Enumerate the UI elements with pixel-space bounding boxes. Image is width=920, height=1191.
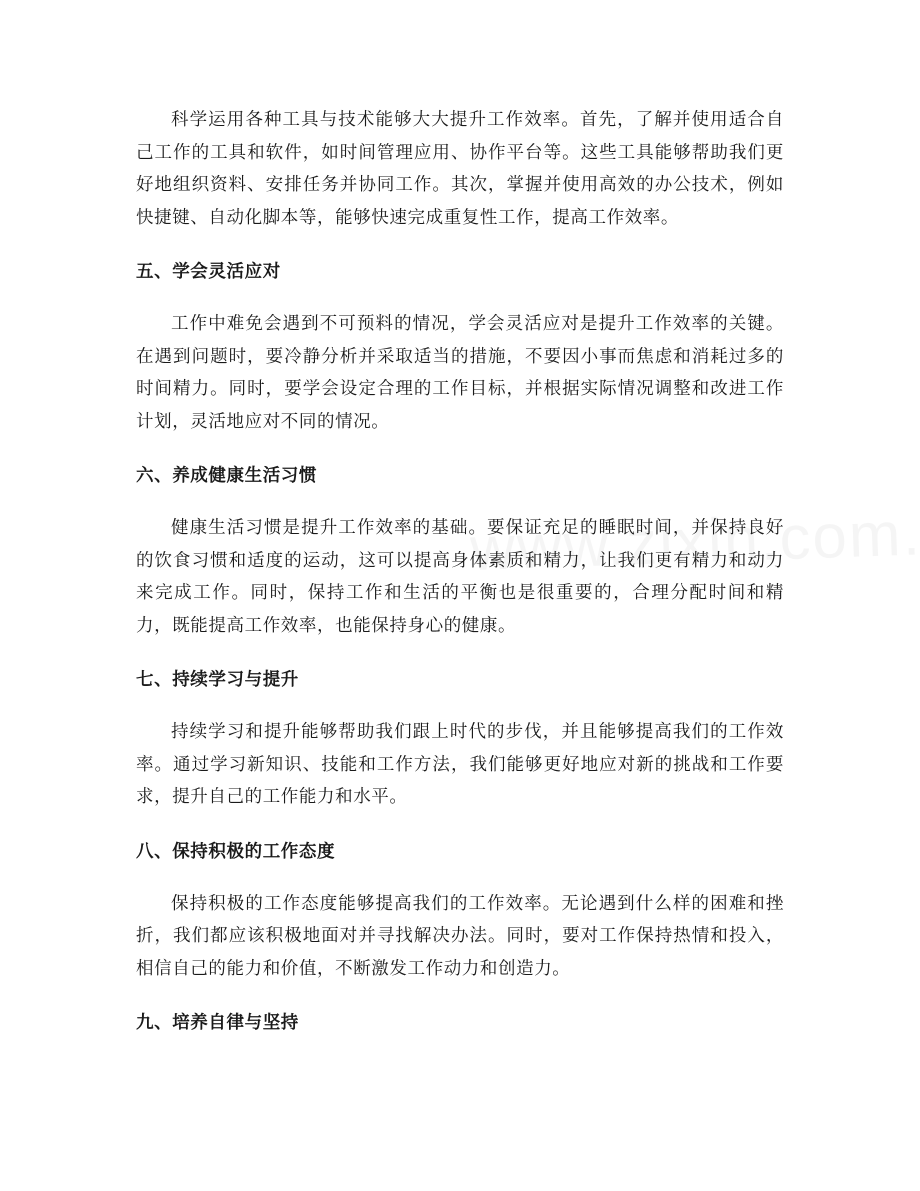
document-body xyxy=(136,104,784,1039)
paragraph-section-6: 健康生活习惯是提升工作效率的基础。要保证充足的睡眠时间，并保持良好的饮食习惯和适度的运动，这可以提高身体素质和精力，让我们更有精力和动力来完成工作。同时，保持工作和生活的平衡也是很重要的，合理分配时间和精力，既能提高工作效率，也能保持身心的健康。 xyxy=(136,518,784,636)
paragraph-tools: 科学运用各种工具与技术能够大大提升工作效率。首先，了解并使用适合自己工作的工具和软件，如时间管理应用、协作平台等。这些工具能够帮助我们更好地组织资料、安排任务并协同工作。其次，掌握并使用高效的办公技术，例如快捷键、自动化脚本等，能够快速完成重复性工作，提高工作效率。 xyxy=(136,110,784,228)
heading-section-9: 九、培养自律与坚持 xyxy=(136,1013,299,1033)
paragraph-section-7: 持续学习和提升能够帮助我们跟上时代的步伐，并且能够提高我们的工作效率。通过学习新知识、技能和工作方法，我们能够更好地应对新的挑战和工作要求，提升自己的工作能力和水平。 xyxy=(136,722,784,807)
heading-section-5: 五、学会灵活应对 xyxy=(136,262,281,282)
heading-section-8: 八、保持积极的工作态度 xyxy=(136,841,336,862)
heading-section-7: 七、持续学习与提升 xyxy=(136,670,299,690)
heading-section-6: 六、养成健康生活习惯 xyxy=(136,466,317,486)
paragraph-section-5: 工作中难免会遇到不可预料的情况，学会灵活应对是提升工作效率的关键。在遇到问题时，要冷静分析并采取适当的措施，不要因小事而焦虑和消耗过多的时间精力。同时，要学会设定合理的工作目标，并根据实际情况调整和改进工作计划，灵活地应对不同的情况。 xyxy=(136,314,784,432)
paragraph-section-8: 保持积极的工作态度能够提高我们的工作效率。无论遇到什么样的困难和挫折，我们都应该积极地面对并寻找解决办法。同时，要对工作保持热情和投入，相信自己的能力和价值，不断激发工作动力和创造力。 xyxy=(136,893,784,979)
